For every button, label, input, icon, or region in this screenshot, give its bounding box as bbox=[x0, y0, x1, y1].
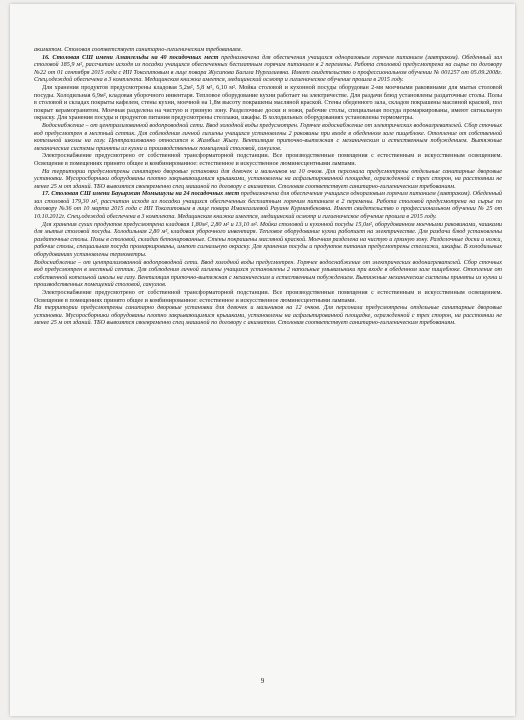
section-heading-17: 17. Столовая СШ имени Бауыржан Момышулы на 24 посадочных мест bbox=[42, 191, 240, 198]
paragraph-storage-17: Для хранения сухих продуктов предусмотрена кладовая 1,80м², 2,80 м² и 13,10 м². Мойка столовой и кухонной посуды 15,0м², оборудованном моечными раковинами, чашками для мытья столовой посуды. Холодильная 2,80 м², кладовая уборочного инвентаря. Тепловое оборудование кухни работает на электричестве. Для раздачи блюд установлены раздаточные столы. Полы в столовой, складах бетонированные. Стены покрашены масляной краской. Моечная разделена на чистую и грязную зону. Разделочные доски и ножи, рабочие столы, специальная посуда промаркированы, имеют сигнальную окраску. Для хранения посуды и продуктов питания предусмотрены стеллажи, шкафы. В холодильных оборудованиях установлены термометры. bbox=[34, 221, 502, 259]
paragraph-power-17: Электроснабжение предусмотрено от собственной трансформаторной подстанции. Все производственные помещения с естественным и искусственным освещением. Освещение в помещениях принято общее и комбинированное: естественное и искусственное люминесцентными лампами. bbox=[34, 290, 502, 304]
paragraph-water-17: Водоснабжение – от централизованной водопроводной сети. Ввод холодной воды предусмотрен. Горячее водоснабжение от электрических водонагревателей. Сбор сточных вод предусмотрен в местный септик. Для соблюдения личной гигиены учащихся установлены 2 напольные умывальники при входе в обеденном зале пищеблоке. Отопление от собственной котельной школы на газу. Вентиляция приточно-вытяжная с механическим и естественным побуждением. Вытяжные механические системы приняты из кухни и производственных помещений столовой, санузлов. bbox=[34, 259, 502, 289]
document-page bbox=[10, 4, 515, 716]
page-number: 9 bbox=[260, 677, 265, 685]
paragraph-storage-16: Для хранения продуктов предусмотрены кладовая 5,2м², 5,8 м², 6,10 м². Мойка столовой и кухонной посуды оборудован 2-мя моечными раковинами для мытья столовой посуды. Холодильная 6,9м², кладовая уборочного инвентаря. Тепловое оборудование кухни работает на электричестве. Для раздачи блюд установлены раздаточные столы. Полы в столовой и складах покрыты кафелем, стены кухни, моечной на 1,8м высоту покрашены масляной краской. Стены обеденного зала, складов покрашены масляной краской, пол покрыт керамогранитом. Моечная разделена на чистую и грязную зону. Разделочные доски и ножи, рабочие столы, специальная посуда промаркированы, имеют сигнальную окраску. Для хранения посуды и продуктов питания предусмотрены стеллажи, шкафы. В холодильных оборудованиях установлены термометры. bbox=[34, 84, 502, 122]
paragraph-water-16: Водоснабжение – от централизованной водопроводной сети. Ввод холодной воды предусмотрен. Горячее водоснабжение от электрических водонагревателей. Сбор сточных вод предусмотрен в местный септик. Для соблюдения личной гигиены учащихся установлены 2 раковины при входе в обеденном зале пищеблоке. Отопление от собственной котельной школы на газу. Централизованно относится к Жамбыл Жылу. Вентиляция приточно-вытяжная с механическим и естественным побуждением. Вытяжные механические системы приняты из кухни и производственных помещений столовой, санузлов. bbox=[34, 122, 502, 152]
paragraph-power-16: Электроснабжение предусмотрено от собственной трансформаторной подстанции. Все производственные помещения с естественным и искусственным освещением. Освещение в помещениях принято общее и комбинированное: естественное и искусственное люминесцентными лампами. bbox=[34, 153, 502, 167]
paragraph-school-17: 17. Столовая СШ имени Бауыржан Момышулы на 24 посадочных мест предназначена для обеспечения учащихся одноразовым горячим питанием (завтраком). Обеденный зал столовой 179,30 м², рассчитан исходя из посадки учащихся обеспеченных бесплатным горячим питанием в 2 перемены. Работа столовой предусмотрена на сырье по договору №36 от 10 марта 2015 года с ИП Токсеитовым в лице повара Имангалиевой Рауанн Курманбековна. Имеет свидетельство о профессиональном обучении № 25 от 10.10.2012г. Спец.одеждой обеспечена в 3 комплекта. Медицинская книжка имеется, медицинский осмотр и гигиеническое обучение прошла в 2015 году. bbox=[34, 191, 502, 221]
paragraph-1: акиматом. Столовая соответствует санитарно-гигиеническим требованиям. bbox=[34, 47, 243, 53]
paragraph-territory-17: На территории предусмотрены санитарно дворовые установки для девочек и мальчиков на 12 очков. Для персонала предусмотрены отдельные санитарные дворовые установки. Мусоросборники оборудованы плотно закрывающимися крышками, установлены на асфальтированной площадке, огражденной с трех сторон, на расстоянии не менее 25 м от зданий. ТБО вывозятся своевременно спец машиной по договору с акиматом. Столовая соответствует санитарно-гигиеническим требованиям. bbox=[34, 305, 502, 327]
paragraph-territory-16: На территории предусмотрены санитарно дворовые установки для девочек и мальчиков на 10 очков. Для персонала предусмотрены отдельные санитарные дворовые установки. Мусоросборники оборудованы плотно закрывающимися крышками, установлены на асфальтированной площадке, огражденной с трех сторон, на расстоянии не менее 25 м от зданий. ТБО вывозятся своевременно спец машиной по договору с акиматом. Столовая соответствует санитарно-гигиеническим требованиям. bbox=[34, 168, 502, 190]
paragraph-school-16: 16. Столовая СШ имени Амангельды на 40 посадочных мест предназначена для обеспечения учащихся одноразовым горячим питанием (завтраком). Обеденный зал столовой 185,9 м², рассчитан исходя из посадки учащихся обеспеченных бесплатным горячим питанием в 2 перемены. Работа столовой предусмотрена на сырье по договору №22 от 01 сентября 2015 года с ИП Токсеитовым в лице повара Жусипова Багила Нургалиевна. Имеет свидетельство о профессиональном обучении № 001257 от 05.09.2008г. Спец.одеждой обеспечена в 3 комплекта. Медицинская книжка имеется, медицинский осмотр и гигиеническое обучение прошла в 2015 году. bbox=[34, 54, 502, 84]
document-body bbox=[34, 47, 502, 328]
section-heading-16: 16. Столовая СШ имени Амангельды на 40 посадочных мест bbox=[42, 54, 219, 61]
